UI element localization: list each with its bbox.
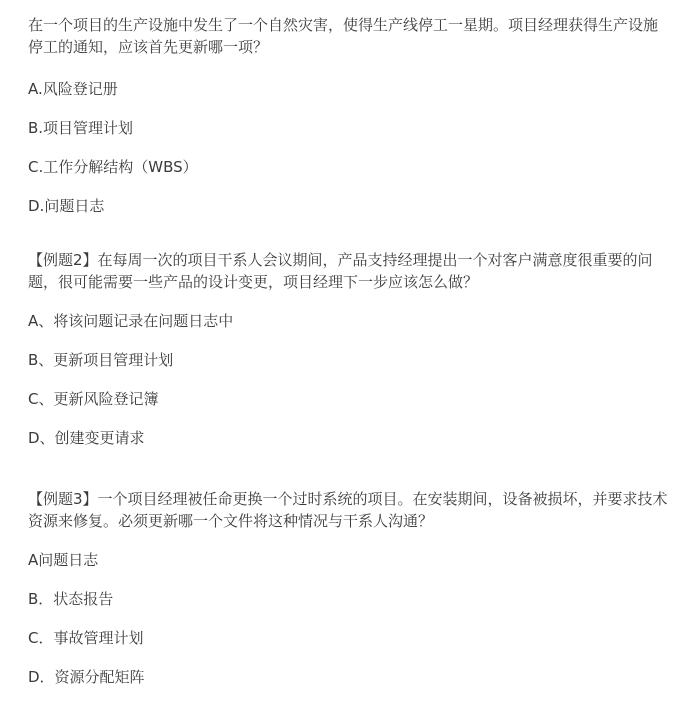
question-2-option-c: C、更新风险登记簿	[28, 390, 159, 408]
question-1-stem: 在一个项目的生产设施中发生了一个自然灾害，使得生产线停工一星期。项目经理获得生产设施停工的通知，应该首先更新哪一项？	[28, 16, 659, 56]
question-3-stem: 【例题3】一个项目经理被任命更换一个过时系统的项目。在安装期间，设备被损坏，并要求技术资源来修复。必须更新哪一个文件将这种情况与干系人沟通？	[28, 490, 668, 530]
question-2-option-d: D、创建变更请求	[28, 429, 145, 447]
question-3-option-d: D．资源分配矩阵	[28, 668, 145, 686]
question-2-option-a: A、将该问题记录在问题日志中	[28, 312, 234, 330]
question-1-option-b: B.项目管理计划	[28, 119, 134, 137]
question-2-stem: 【例题2】在每周一次的项目干系人会议期间，产品支持经理提出一个对客户满意度很重要的问题，很可能需要一些产品的设计变更，项目经理下一步应该怎么做？	[28, 251, 653, 291]
question-3-option-a: A问题日志	[28, 551, 99, 569]
question-1-option-c: C.工作分解结构（WBS）	[28, 158, 198, 176]
question-3-option-b: B．状态报告	[28, 590, 114, 608]
question-3-option-c: C．事故管理计划	[28, 629, 144, 647]
question-1-option-d: D.问题日志	[28, 197, 105, 215]
question-2-option-b: B、更新项目管理计划	[28, 351, 174, 369]
question-1-option-a: A.风险登记册	[28, 80, 118, 98]
